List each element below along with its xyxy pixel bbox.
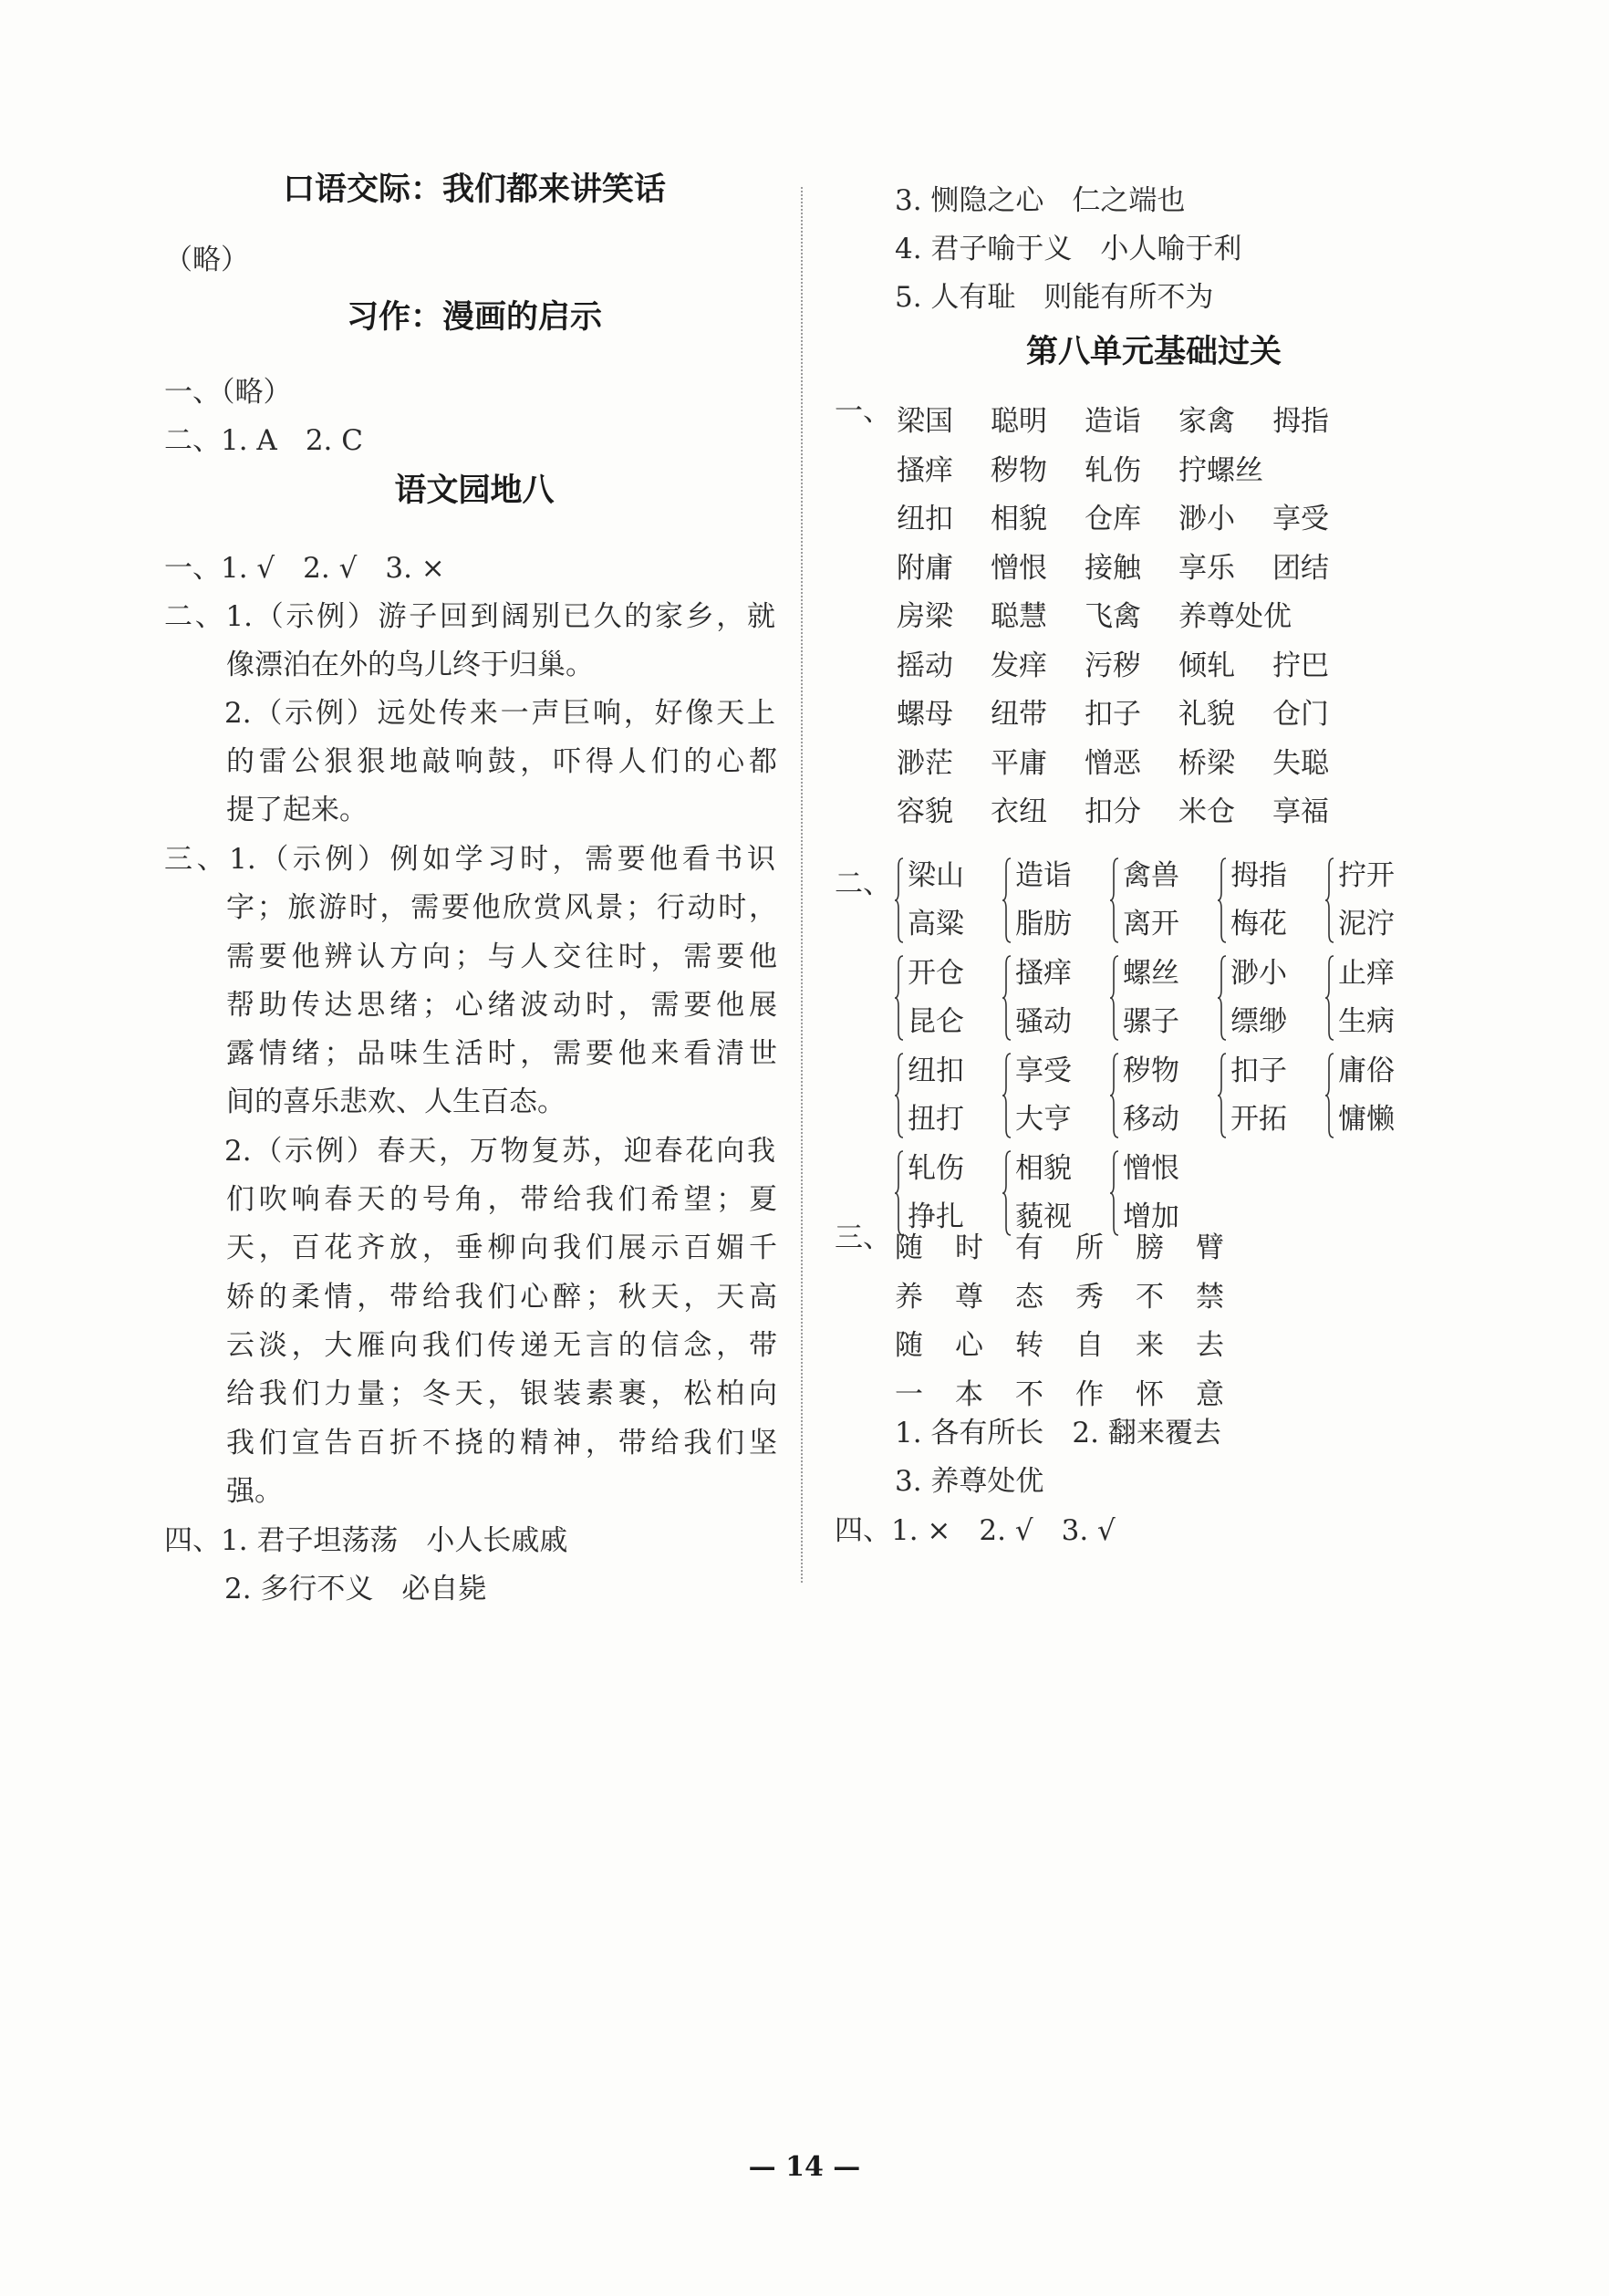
word-pair: [1110, 950, 1179, 1046]
garden-answer-3-line: 云淡，大雁向我们传递无言的信念，带: [226, 1329, 777, 1362]
section-1-row: [897, 447, 1272, 488]
word: 螺母: [897, 698, 953, 731]
garden-answer-3-line: 间的喜乐悲欢、人生百态。: [226, 1086, 566, 1118]
pair-word: 相貌: [1015, 1152, 1072, 1185]
brace-icon: [1218, 1053, 1227, 1138]
word: 发痒: [991, 649, 1047, 682]
word: 接触: [1085, 551, 1141, 585]
garden-answer-3-line: 字；旅游时，需要他欣赏风景；行动时，: [226, 891, 777, 924]
word: 渺小: [1178, 503, 1235, 535]
word: 聪慧: [991, 600, 1047, 633]
pair-word: 扣子: [1230, 1054, 1287, 1087]
section-1-row: [897, 691, 1366, 732]
page-number: — 14 —: [748, 2151, 861, 2183]
brace-icon: [1110, 1150, 1119, 1236]
character: 所: [1075, 1231, 1104, 1264]
pair-word: 梁山: [908, 859, 964, 892]
brace-icon: [895, 1053, 904, 1138]
pair-word: 秽物: [1123, 1054, 1179, 1087]
brace-icon: [1110, 857, 1119, 943]
word-pair: [1218, 852, 1287, 949]
character: 一: [895, 1377, 923, 1411]
pair-word: 大亨: [1015, 1103, 1072, 1136]
character: 作: [1075, 1377, 1104, 1411]
word-pair: [1110, 852, 1179, 949]
section-4-answer: 四、1. × 2. √ 3. √: [835, 1514, 1116, 1547]
word-pair: [1218, 1047, 1287, 1144]
word: 轧伤: [1085, 453, 1141, 487]
character: 态: [1015, 1280, 1043, 1314]
word-pair: [895, 1047, 964, 1144]
garden-answer-4-line: 四、1. 君子坦荡荡 小人长戚戚: [164, 1524, 568, 1557]
character: 时: [955, 1231, 983, 1264]
section-1-row: [897, 788, 1366, 829]
character: 意: [1196, 1377, 1224, 1411]
word: 容貌: [897, 795, 953, 828]
character: 去: [1196, 1329, 1224, 1362]
word: 扣子: [1085, 698, 1141, 731]
word-pair: [895, 950, 964, 1046]
word: 污秽: [1085, 649, 1141, 682]
pair-word: 憎恨: [1123, 1152, 1179, 1185]
word: 养尊处优: [1178, 600, 1292, 633]
character: 禁: [1196, 1280, 1224, 1314]
garden-answer-2-line: 像漂泊在外的鸟儿终于归巢。: [226, 649, 594, 681]
word: 团结: [1272, 551, 1329, 585]
continued-answer: 4. 君子喻于义 小人喻于利: [895, 233, 1242, 265]
word: 搔痒: [897, 453, 953, 487]
pair-word: 慵懒: [1338, 1103, 1395, 1136]
pair-word: 昆仑: [908, 1005, 964, 1038]
character: 秀: [1075, 1280, 1104, 1314]
pair-word: 梅花: [1230, 908, 1287, 940]
section-3-row: [895, 1224, 1256, 1265]
brace-icon: [1110, 1053, 1119, 1138]
character: 膀: [1136, 1231, 1164, 1264]
character: 随: [895, 1329, 923, 1362]
unit-title: 第八单元基础过关: [1025, 333, 1282, 370]
pair-word: 搔痒: [1015, 957, 1072, 990]
brace-icon: [1218, 955, 1227, 1041]
pair-word: 生病: [1338, 1005, 1395, 1038]
continued-answer: 3. 恻隐之心 仁之端也: [895, 184, 1186, 217]
word: 平庸: [991, 746, 1047, 780]
word: 造诣: [1085, 405, 1141, 438]
garden-answer-3-line: 帮助传达思绪；心绪波动时，需要他展: [226, 989, 777, 1022]
word-pair: [1002, 950, 1072, 1046]
character: 臂: [1196, 1231, 1224, 1264]
character: 有: [1015, 1231, 1043, 1264]
character: 本: [955, 1377, 983, 1411]
pair-word: 拇指: [1230, 859, 1287, 892]
garden-answer-3-line: 露情绪；品味生活时，需要他来看清世: [226, 1037, 777, 1070]
section-3-extra: 3. 养尊处优: [895, 1465, 1044, 1498]
word-pair: [1002, 852, 1072, 949]
word: 聪明: [991, 405, 1047, 438]
section-1-row: [897, 398, 1366, 439]
section-1-row: [897, 495, 1366, 536]
garden-answer-3-line: 我们宣告百折不挠的精神，带给我们坚: [226, 1427, 777, 1460]
writing-answer-2: 二、1. A 2. C: [164, 424, 363, 457]
writing-title: 习作：漫画的启示: [346, 298, 602, 336]
section-2-label: 二、: [835, 867, 891, 900]
writing-answer-1: 一、（略）: [164, 376, 292, 409]
word: 拧螺丝: [1178, 453, 1263, 487]
garden-answer-2-line: 的雷公狠狠地敲响鼓，吓得人们的心都: [226, 745, 777, 778]
word: 衣纽: [991, 795, 1047, 828]
word: 梁国: [897, 405, 953, 438]
word: 秽物: [991, 453, 1047, 487]
word: 附庸: [897, 551, 953, 585]
garden-answer-3-line: 需要他辨认方向；与人交往时，需要他: [226, 940, 777, 973]
character: 尊: [955, 1280, 983, 1314]
character: 随: [895, 1231, 923, 1264]
pair-word: 骡子: [1123, 1005, 1179, 1038]
continued-answer: 5. 人有耻 则能有所不为: [895, 281, 1214, 314]
word: 失聪: [1272, 746, 1329, 780]
brace-icon: [1110, 955, 1119, 1041]
pair-word: 渺小: [1230, 957, 1287, 990]
garden-answer-3-line: 给我们力量；冬天，银装素裹，松柏向: [226, 1377, 777, 1410]
word: 纽扣: [897, 503, 953, 535]
garden-answer-2-line: 二、1.（示例）游子回到阔别已久的家乡，就: [164, 600, 775, 633]
brace-icon: [1002, 1150, 1012, 1236]
pair-word: 造诣: [1015, 859, 1072, 892]
character: 不: [1015, 1377, 1043, 1411]
word: 扣分: [1085, 795, 1141, 828]
word: 纽带: [991, 698, 1047, 731]
section-3-row: [895, 1371, 1256, 1412]
pair-word: 拧开: [1338, 859, 1395, 892]
brace-icon: [895, 1150, 904, 1236]
pair-word: 纽扣: [908, 1054, 964, 1087]
section-3-row: [895, 1273, 1256, 1314]
pair-word: 开拓: [1230, 1103, 1287, 1136]
word: 拇指: [1272, 405, 1329, 438]
pair-word: 骚动: [1015, 1005, 1072, 1038]
pair-word: 离开: [1123, 908, 1179, 940]
brace-icon: [1218, 857, 1227, 943]
word-pair: [1325, 950, 1395, 1046]
word: 倾轧: [1178, 649, 1235, 682]
section-1-row: [897, 545, 1366, 586]
brace-icon: [1002, 1053, 1012, 1138]
word: 渺茫: [897, 746, 953, 780]
brace-icon: [1002, 857, 1012, 943]
word: 礼貌: [1178, 698, 1235, 731]
pair-word: 止痒: [1338, 957, 1395, 990]
word-pair: [1325, 852, 1395, 949]
garden-answer-3-line: 天，百花齐放，垂柳向我们展示百媚千: [226, 1231, 777, 1264]
section-1-row: [897, 642, 1366, 683]
pair-word: 移动: [1123, 1103, 1179, 1136]
word: 仓库: [1085, 503, 1141, 535]
character: 不: [1136, 1280, 1164, 1314]
word: 相貌: [991, 503, 1047, 535]
word: 摇动: [897, 649, 953, 682]
word-pair: [1002, 1047, 1072, 1144]
word-pair: [1325, 1047, 1395, 1144]
pair-word: 缥缈: [1230, 1005, 1287, 1038]
brace-icon: [895, 955, 904, 1041]
character: 转: [1015, 1329, 1043, 1362]
section-3-row: [895, 1322, 1256, 1363]
word: 仓门: [1272, 698, 1329, 731]
word-pair: [1218, 950, 1287, 1046]
character: 心: [955, 1329, 983, 1362]
word-pair: [1110, 1047, 1179, 1144]
section-1-label: 一、: [835, 395, 891, 428]
word: 享福: [1272, 795, 1329, 828]
character: 怀: [1136, 1377, 1164, 1411]
garden-title: 语文园地八: [394, 472, 555, 509]
brace-icon: [1002, 955, 1012, 1041]
word: 米仓: [1178, 795, 1235, 828]
brace-icon: [1325, 1053, 1334, 1138]
pair-word: 扭打: [908, 1103, 964, 1136]
pair-word: 泥泞: [1338, 908, 1395, 940]
garden-answer-3-line: 强。: [226, 1475, 283, 1508]
word: 家禽: [1178, 405, 1235, 438]
word: 房梁: [897, 600, 953, 633]
section-3-extra: 1. 各有所长 2. 翻来覆去: [895, 1417, 1221, 1449]
word: 桥梁: [1178, 746, 1235, 780]
pair-word: 享受: [1015, 1054, 1072, 1087]
word: 憎恶: [1085, 746, 1141, 780]
word: 憎恨: [991, 551, 1047, 585]
section-1-row: [897, 740, 1366, 781]
word: 飞禽: [1085, 600, 1141, 633]
pair-word: 开仓: [908, 957, 964, 990]
word: 拧巴: [1272, 649, 1329, 682]
garden-answer-2-line: 2.（示例）远处传来一声巨响，好像天上: [224, 697, 775, 730]
section-1-row: [897, 593, 1292, 634]
brace-icon: [1325, 857, 1334, 943]
pair-word: 高粱: [908, 908, 964, 940]
pair-word: 禽兽: [1123, 859, 1179, 892]
pair-word: 藐视: [1015, 1200, 1072, 1233]
pair-word: 轧伤: [908, 1152, 964, 1185]
brace-icon: [895, 857, 904, 943]
pair-word: 庸俗: [1338, 1054, 1395, 1087]
oral-answer: （略）: [164, 244, 249, 276]
garden-answer-3-line: 2.（示例）春天，万物复苏，迎春花向我: [224, 1135, 775, 1168]
column-divider: [801, 187, 803, 1583]
garden-answer-3-line: 们吹响春天的号角，带给我们希望；夏: [226, 1183, 777, 1216]
garden-answer-4-line: 2. 多行不义 必自毙: [224, 1573, 487, 1605]
word: 享乐: [1178, 551, 1235, 585]
pair-word: 增加: [1123, 1200, 1179, 1233]
garden-answer-2-line: 提了起来。: [226, 794, 368, 826]
character: 养: [895, 1280, 923, 1314]
word: 享受: [1272, 503, 1329, 535]
word-pair: [895, 852, 964, 949]
oral-title: 口语交际：我们都来讲笑话: [282, 171, 666, 208]
pair-word: 挣扎: [908, 1200, 964, 1233]
pair-word: 脂肪: [1015, 908, 1072, 940]
garden-answer-3-line: 三、1.（示例）例如学习时，需要他看书识: [164, 843, 775, 876]
section-3-label: 三、: [835, 1221, 891, 1254]
character: 来: [1136, 1329, 1164, 1362]
pair-word: 螺丝: [1123, 957, 1179, 990]
garden-answer-3-line: 娇的柔情，带给我们心醉；秋天，天高: [226, 1281, 777, 1314]
brace-icon: [1325, 955, 1334, 1041]
character: 自: [1075, 1329, 1104, 1362]
garden-answer-1: 一、1. √ 2. √ 3. ×: [164, 552, 445, 585]
